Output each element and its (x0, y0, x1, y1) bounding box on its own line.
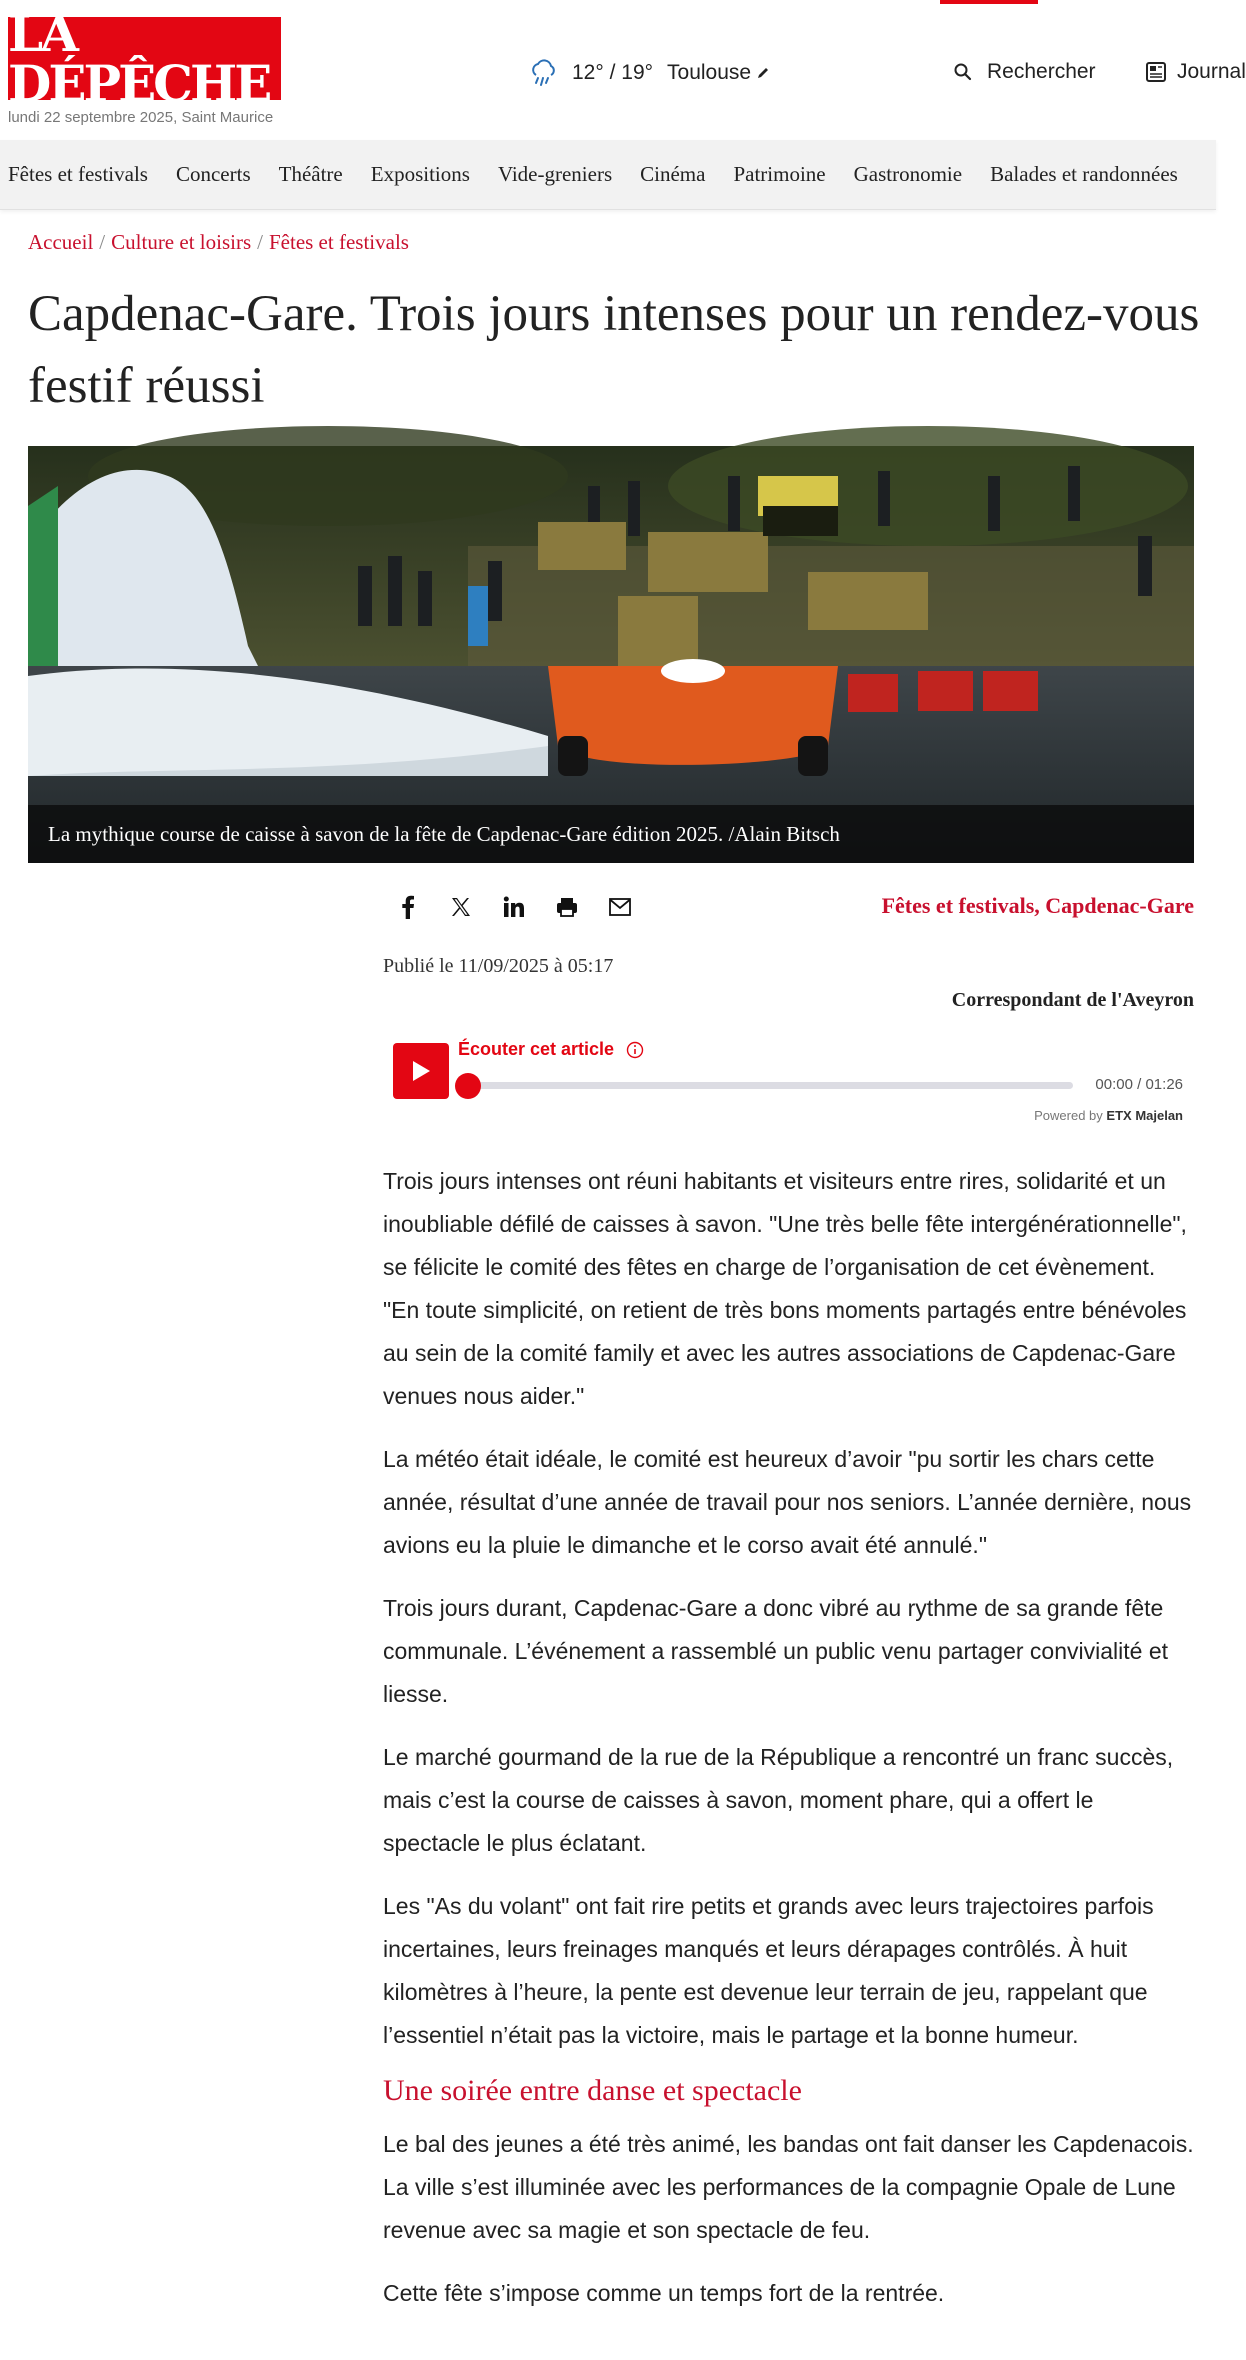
rain-cloud-icon (528, 58, 558, 88)
weather-city[interactable] (667, 61, 770, 85)
article-paragraph: Cette fête s’impose comme un temps fort de la rentrée. (383, 2280, 945, 2306)
weather-widget[interactable] (528, 58, 770, 88)
playback-time: 00:00 / 01:26 (1095, 1076, 1183, 1093)
edit-pencil-icon[interactable] (756, 66, 770, 80)
newspaper-icon (1145, 61, 1167, 83)
breadcrumb-separator: / (257, 230, 263, 254)
breadcrumb (28, 230, 409, 255)
nav-item-vide-greniers[interactable]: Vide-greniers (497, 162, 613, 186)
article-author[interactable]: Correspondant de l'Aveyron (951, 989, 1194, 1011)
nav-item-fetes-festivals[interactable]: Fêtes et festivals (8, 162, 148, 186)
email-icon[interactable] (606, 893, 634, 921)
dateline: lundi 22 septembre 2025, Saint Maurice (8, 109, 274, 126)
play-button[interactable] (393, 1043, 449, 1099)
x-icon[interactable] (447, 893, 475, 921)
publish-date: Publié le 11/09/2025 à 05:17 (383, 955, 614, 977)
breadcrumb-home[interactable]: Accueil (28, 230, 94, 254)
journal-button[interactable] (1145, 60, 1246, 84)
powered-by (1034, 1108, 1183, 1123)
article-paragraph: Le bal des jeunes a été très animé, les bandas ont fait danser les Capdenacois. La ville s’est illuminée avec les performances de la compagnie Opale de Lune revenue avec sa magie et son spectacle de feu. (383, 2131, 1194, 2243)
nav-item-expositions[interactable]: Expositions (370, 162, 470, 186)
article-subheading: Une soirée entre danse et spectacle (383, 2074, 802, 2107)
linkedin-icon[interactable] (500, 893, 528, 921)
breadcrumb-separator: / (99, 230, 106, 254)
search-icon (953, 62, 973, 82)
site-logo[interactable]: LA DÉPÊCHE (8, 17, 281, 100)
play-icon (411, 1060, 431, 1082)
weather-temperature: 12° / 19° (572, 61, 654, 84)
article-tags (882, 893, 1194, 919)
nav-item-concerts[interactable]: Concerts (175, 162, 251, 186)
article-paragraph: Le marché gourmand de la rue de la République a rencontré un franc succès, mais c’est la course de caisses à savon, moment phare, qui a offert le spectacle le plus éclatant. (383, 1744, 1174, 1856)
article-paragraph: La météo était idéale, le comité est heureux d’avoir "pu sortir les chars cette année, résultat d’une année de travail pour nos seniors. L’année dernière, nous avions eu la pluie le dimanche et le corso avait été annulé." (383, 1446, 1192, 1558)
nav-item-theatre[interactable]: Théâtre (278, 162, 343, 186)
powered-prefix: Powered by (1034, 1108, 1103, 1123)
article-paragraph: Trois jours durant, Capdenac-Gare a donc vibré au rythme de sa grande fête communale. L’événement a rassemblé un public venu partager convivialité et liesse. (383, 1595, 1168, 1707)
listen-label: Écouter cet article (458, 1039, 615, 1059)
share-bar (394, 893, 634, 921)
search-button[interactable] (953, 60, 1096, 84)
breadcrumb-fetes[interactable]: Fêtes et festivals (268, 230, 409, 254)
progress-track[interactable] (463, 1082, 1073, 1089)
active-tab-indicator (940, 0, 1038, 4)
journal-label: Journal (1177, 60, 1246, 83)
nav-item-gastronomie[interactable]: Gastronomie (853, 162, 963, 186)
search-label: Rechercher (987, 60, 1096, 83)
weather-city-label: Toulouse (667, 61, 752, 84)
nav-item-cinema[interactable]: Cinéma (640, 162, 706, 186)
audio-player (383, 1033, 1193, 1133)
progress-knob[interactable] (455, 1073, 481, 1099)
article-paragraph: Trois jours intenses ont réuni habitants et visiteurs entre rires, solidarité et un inoubliable défilé de caisses à savon. "Une très belle fête intergénérationnelle", se félicite le comité des fêtes en charge de l’organisation de cet évènement. "En toute simplicité, on retient de très bons moments partagés entre bénévoles au sein de la comité family et avec les autres associations de Capdenac-Gare venues nous aider." (383, 1168, 1187, 1409)
powered-brand[interactable]: ETX Majelan (1106, 1108, 1183, 1123)
facebook-icon[interactable] (394, 893, 422, 921)
site-header (0, 0, 1246, 140)
tag-separator: , (1034, 893, 1046, 918)
photo-illustration (28, 446, 1194, 863)
info-icon[interactable] (626, 1041, 644, 1059)
nav-item-balades[interactable]: Balades et randonnées (990, 162, 1178, 186)
print-icon[interactable] (553, 893, 581, 921)
breadcrumb-culture[interactable]: Culture et loisirs (111, 230, 252, 254)
listen-header (458, 1039, 644, 1060)
photo-caption: La mythique course de caisse à savon de la fête de Capdenac-Gare édition 2025. /Alain Bitsch (28, 805, 1194, 863)
article-photo[interactable] (28, 446, 1194, 863)
article-paragraph: Les "As du volant" ont fait rire petits et grands avec leurs trajectoires parfois incertaines, leurs freinages manqués et leurs dérapages contrôlés. À huit kilomètres à l’heure, la pente est devenue leur terrain de jeu, rappelant que l’essentiel n’était pas la victoire, mais le partage et la bonne humeur. (383, 1893, 1154, 2048)
tag-fetes-festivals[interactable]: Fêtes et festivals (881, 893, 1035, 918)
nav-item-patrimoine[interactable]: Patrimoine (733, 162, 826, 186)
article-body (383, 1160, 1195, 2335)
tag-capdenac-gare[interactable]: Capdenac-Gare (1045, 893, 1194, 918)
article-title: Capdenac-Gare. Trois jours intenses pour un rendez-vous festif réussi (28, 286, 1200, 414)
category-nav (0, 140, 1216, 210)
